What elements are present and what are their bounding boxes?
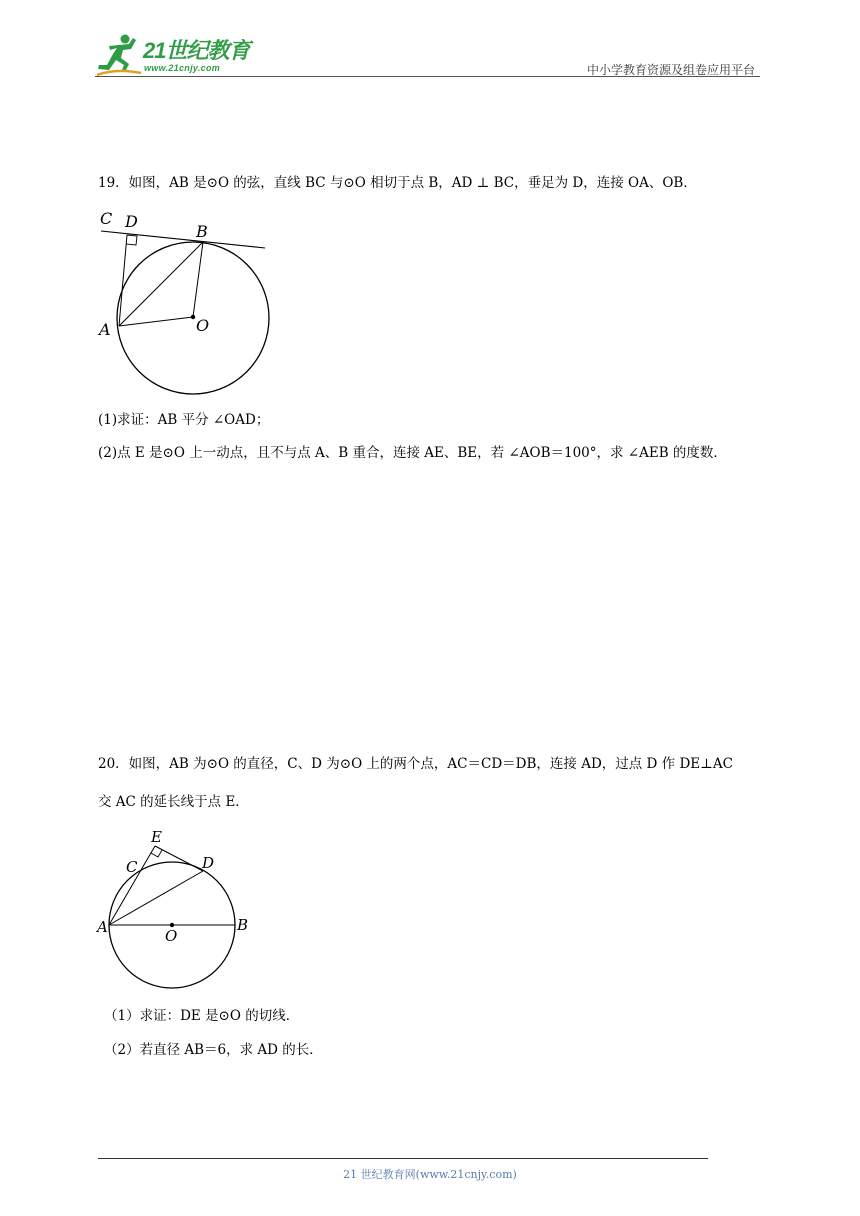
right-angle-mark bbox=[126, 235, 137, 245]
label-o: O bbox=[196, 316, 210, 335]
segment-de bbox=[155, 846, 203, 871]
label-a: A bbox=[99, 320, 111, 339]
label-o: O bbox=[165, 927, 178, 945]
q19-part2: (2)点 E 是⊙O 上一动点，且不与点 A、B 重合，连接 AE、BE，若 ∠AOB＝100°，求 ∠AEB 的度数． bbox=[98, 445, 727, 461]
center-point-o bbox=[191, 315, 195, 319]
q19-part1: (1)求证：AB 平分 ∠OAD； bbox=[98, 412, 270, 428]
q19-figure bbox=[95, 205, 275, 395]
segment-ad bbox=[119, 235, 127, 326]
footer-divider bbox=[98, 1158, 708, 1159]
q19-stem: 19．如图，AB 是⊙O 的弦，直线 BC 与⊙O 相切于点 B，AD ⊥ BC，垂足为 D，连接 OA、OB． bbox=[98, 175, 697, 191]
runner-logo-icon bbox=[95, 32, 145, 76]
q20-stem-line1: 20．如图，AB 为⊙O 的直径，C、D 为⊙O 上的两个点，AC＝CD＝DB，连接 AD，过点 D 作 DE⊥AC bbox=[98, 756, 733, 772]
label-c: C bbox=[126, 858, 138, 876]
label-a: A bbox=[97, 918, 108, 936]
footer-link[interactable]: 21 世纪教育网(www.21cnjy.com) bbox=[343, 1168, 517, 1181]
page-header bbox=[95, 30, 760, 78]
right-angle-mark bbox=[151, 850, 162, 857]
logo-url: www.21cnjy.com bbox=[144, 63, 221, 73]
label-b: B bbox=[196, 222, 208, 241]
site-logo bbox=[95, 32, 265, 76]
header-divider bbox=[95, 76, 760, 77]
q20-part2: （2）若直径 AB＝6，求 AD 的长． bbox=[104, 1042, 323, 1058]
logo-text: 21世纪教育 bbox=[143, 38, 250, 63]
q20-stem-line2: 交 AC 的延长线于点 E． bbox=[98, 794, 249, 810]
segment-ad bbox=[109, 871, 203, 925]
label-b: B bbox=[237, 916, 249, 934]
label-e: E bbox=[151, 828, 162, 846]
label-c: C bbox=[100, 209, 113, 228]
q20-part1: （1）求证：DE 是⊙O 的切线． bbox=[104, 1008, 300, 1024]
label-d: D bbox=[202, 854, 215, 872]
segment-ab bbox=[119, 242, 203, 326]
segment-oa bbox=[119, 317, 193, 326]
q20-figure bbox=[95, 825, 255, 990]
segment-ob bbox=[193, 242, 203, 317]
label-d: D bbox=[125, 212, 138, 231]
header-tagline: 中小学教育资源及组卷应用平台 bbox=[586, 63, 755, 77]
